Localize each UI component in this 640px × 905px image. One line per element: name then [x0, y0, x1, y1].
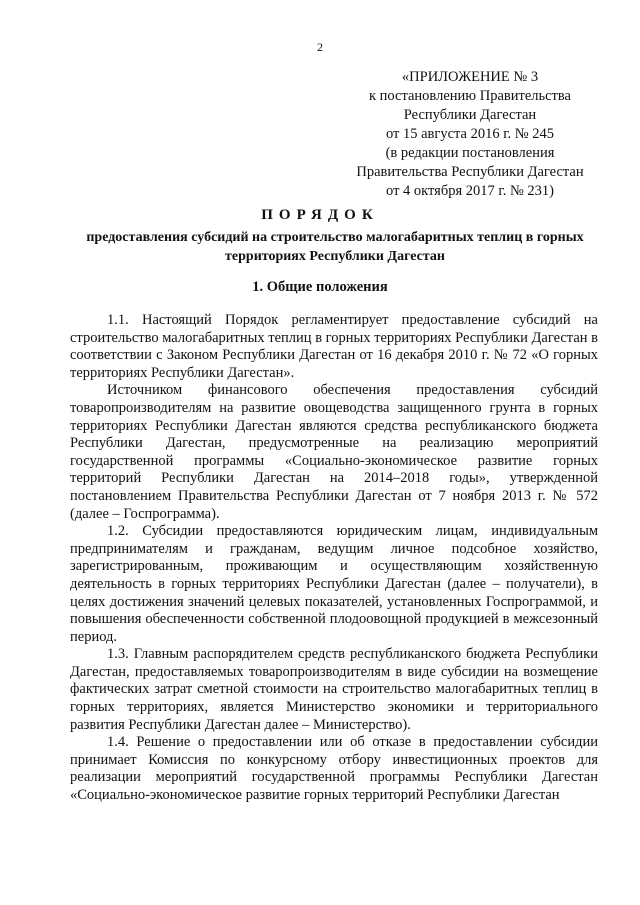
paragraph: 1.1. Настоящий Порядок регламентирует предоставление субсидий на строительство малогабаритных теплиц в горных территориях Республики Дагестан в соответствии с Законом Республики Дагестан от 16 декабря 2010 г. № 72 «О горных территориях Республики Дагестан».: [70, 312, 598, 381]
section-heading: 1. Общие положения: [252, 279, 388, 295]
appendix-line: от 15 августа 2016 г. № 245: [385, 126, 555, 142]
document-title: ПОРЯДОК: [261, 207, 379, 223]
appendix-line: Республики Дагестан: [403, 107, 537, 123]
appendix-line: (в редакции постановления: [385, 145, 555, 161]
appendix-block: [320, 68, 620, 201]
appendix-line: к постановлению Правительства: [369, 88, 571, 104]
page-number: 2: [317, 40, 323, 54]
appendix-line: Правительства Республики Дагестан: [356, 164, 584, 180]
paragraph: 1.4. Решение о предоставлении или об отказе в предоставлении субсидии принимает Комиссия по конкурсному отбору инвестиционных проектов для реализации мероприятий государственной программы Республики Дагестан «Социально-экономическое развитие горных территорий Республики Дагестан: [70, 734, 598, 804]
paragraph: 1.2. Субсидии предоставляются юридическим лицам, индивидуальным предпринимателям и гражданам, ведущим личное подсобное хозяйство, зарегистрированным, проживающим и осуществляющим хозяйственную деятельность в горных территориях Республики Дагестан (далее – получатели), в целях достижения значений целевых показателей, установленных Госпрограммой, и повышения обеспеченности собственной плодоовощной продукцией в межсезонный период.: [70, 523, 598, 645]
paragraph: Источником финансового обеспечения предоставления субсидий товаропроизводителям на развитие овощеводства защищенного грунта в горных территориях Республики Дагестан являются средства республиканского бюджета Республики Дагестан, предусмотренные на реализацию мероприятий государственной программы «Социально-экономическое развитие горных территорий Республики Дагестан на 2014–2018 годы», утвержденной постановлением Правительства Республики Дагестан от 7 ноября 2013 г. № 572 (далее – Госпрограмма).: [70, 382, 598, 522]
document-subtitle: предоставления субсидий на строительство малогабаритных теплиц в горных территориях Республики Дагестан: [86, 230, 584, 264]
appendix-line: «ПРИЛОЖЕНИЕ № 3: [401, 69, 539, 85]
document-body: [70, 312, 598, 805]
appendix-line: от 4 октября 2017 г. № 231): [386, 183, 554, 199]
paragraph: 1.3. Главным распорядителем средств республиканского бюджета Республики Дагестан, предоставляемых товаропроизводителям в виде субсидии на возмещение фактических затрат сметной стоимости на строительство малогабаритных теплиц в горных территориях, является Министерство экономики и территориального развития Республики Дагестан далее – Министерство).: [70, 646, 598, 733]
